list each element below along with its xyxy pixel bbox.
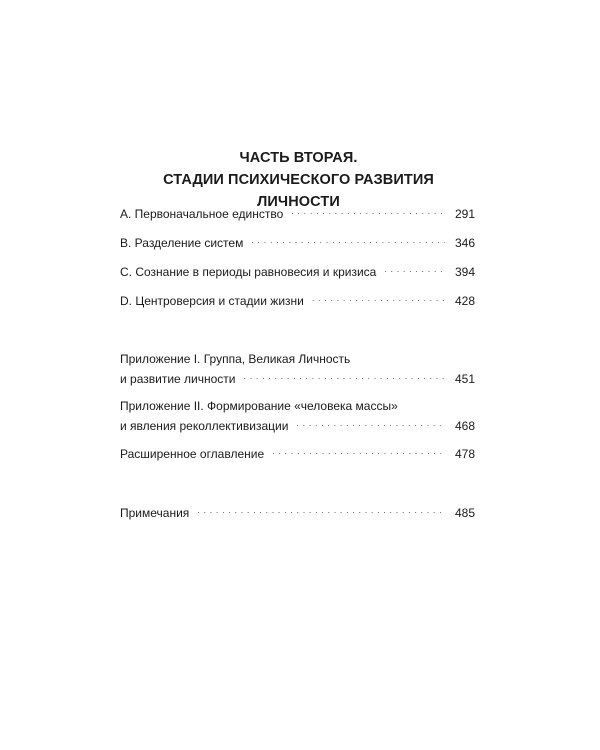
toc-entry-title-line1: Приложение II. Формирование «человека массы» <box>120 399 398 413</box>
toc-entry-page: 451 <box>454 372 475 386</box>
toc-entry-title-line2: и развитие личности <box>120 372 236 386</box>
dot-leader <box>251 235 445 247</box>
toc-entry-page: 468 <box>454 419 475 433</box>
toc-entry-title: Расширенное оглавление <box>120 447 265 461</box>
toc-entry-notes <box>120 505 475 522</box>
toc-entry-title: C. Сознание в периоды равновесия и кризиса <box>120 265 377 279</box>
toc-entry-page: 346 <box>454 236 475 250</box>
toc-entry-page: 485 <box>454 506 475 520</box>
toc-entry-title: A. Первоначальное единство <box>120 207 284 221</box>
toc-entry-title: Примечания <box>120 506 190 520</box>
toc-entry-extended-toc <box>120 446 475 463</box>
toc-entry-page: 291 <box>454 207 475 221</box>
toc-entry-page: 428 <box>454 294 475 308</box>
dot-leader <box>296 418 445 430</box>
dot-leader <box>291 206 445 218</box>
dot-leader <box>272 446 445 458</box>
toc-entry-title-line2: и явления реколлективизации <box>120 419 289 433</box>
toc-entry-title: B. Разделение систем <box>120 236 244 250</box>
toc-entry-appendix-1 <box>120 351 475 388</box>
toc-entry-appendix-2 <box>120 398 475 435</box>
toc-entry-chapter-d <box>120 293 475 310</box>
toc-entry-chapter-a <box>120 206 475 223</box>
toc-entry-chapter-b <box>120 235 475 252</box>
toc-entry-page: 394 <box>454 265 475 279</box>
dot-leader <box>312 293 445 305</box>
toc-entry-chapter-c <box>120 264 475 281</box>
part-heading <box>120 147 477 213</box>
part-title: СТАДИИ ПСИХИЧЕСКОГО РАЗВИТИЯ ЛИЧНОСТИ <box>163 172 434 210</box>
dot-leader <box>197 505 445 517</box>
toc-entry-title-line1: Приложение I. Группа, Великая Личность <box>120 352 351 366</box>
toc-entry-title: D. Центроверсия и стадии жизни <box>120 294 304 308</box>
dot-leader <box>384 264 445 276</box>
toc-entry-page: 478 <box>454 447 475 461</box>
dot-leader <box>244 371 446 383</box>
part-label: ЧАСТЬ ВТОРАЯ. <box>239 150 358 166</box>
